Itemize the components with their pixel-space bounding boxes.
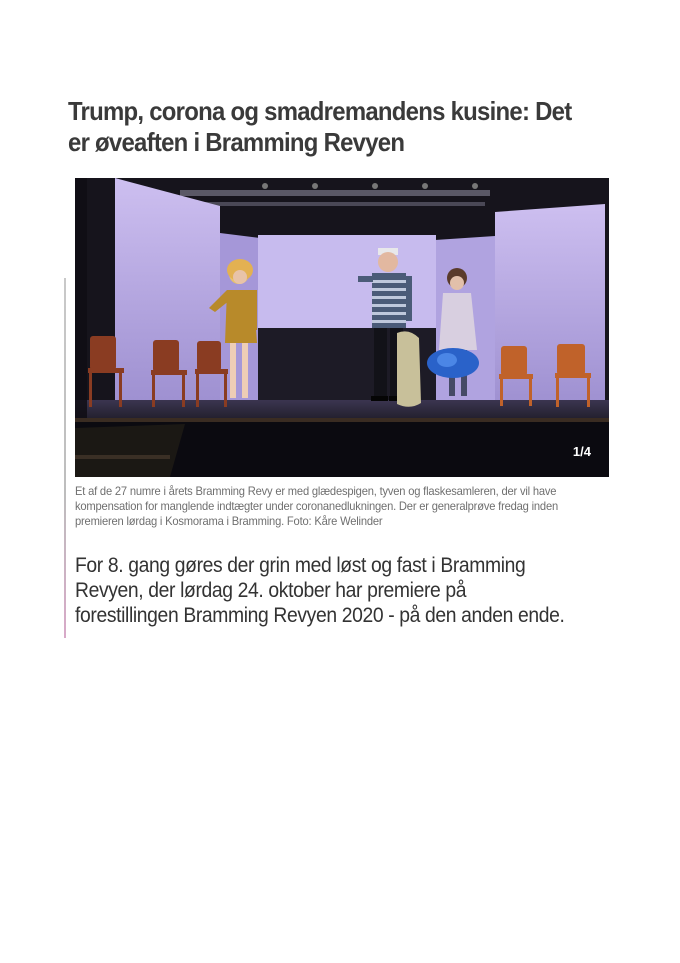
stage-illustration — [75, 178, 609, 477]
article-headline: Trump, corona og smadremandens kusine: Det er øveaften i Bramming Revyen — [68, 96, 572, 157]
left-accent-bar — [64, 278, 66, 638]
article-lead: For 8. gang gøres der grin med løst og fast i Bramming Revyen, der lørdag 24. oktober har premiere på forestillingen Bramming Revyen 2020 - på den anden ende. — [75, 554, 565, 627]
photo-caption: Et af de 27 numre i årets Bramming Revy er med glædespigen, tyven og flaskesamleren, der vil have kompensation for manglende indtægter under coronanedlukningen. Der er generalprøve fredag inden premieren lørdag i Kosmorama i Bramming. Foto: Kåre Welinder — [75, 484, 558, 528]
photo-counter: 1/4 — [572, 444, 591, 459]
article-photo[interactable] — [75, 178, 609, 477]
